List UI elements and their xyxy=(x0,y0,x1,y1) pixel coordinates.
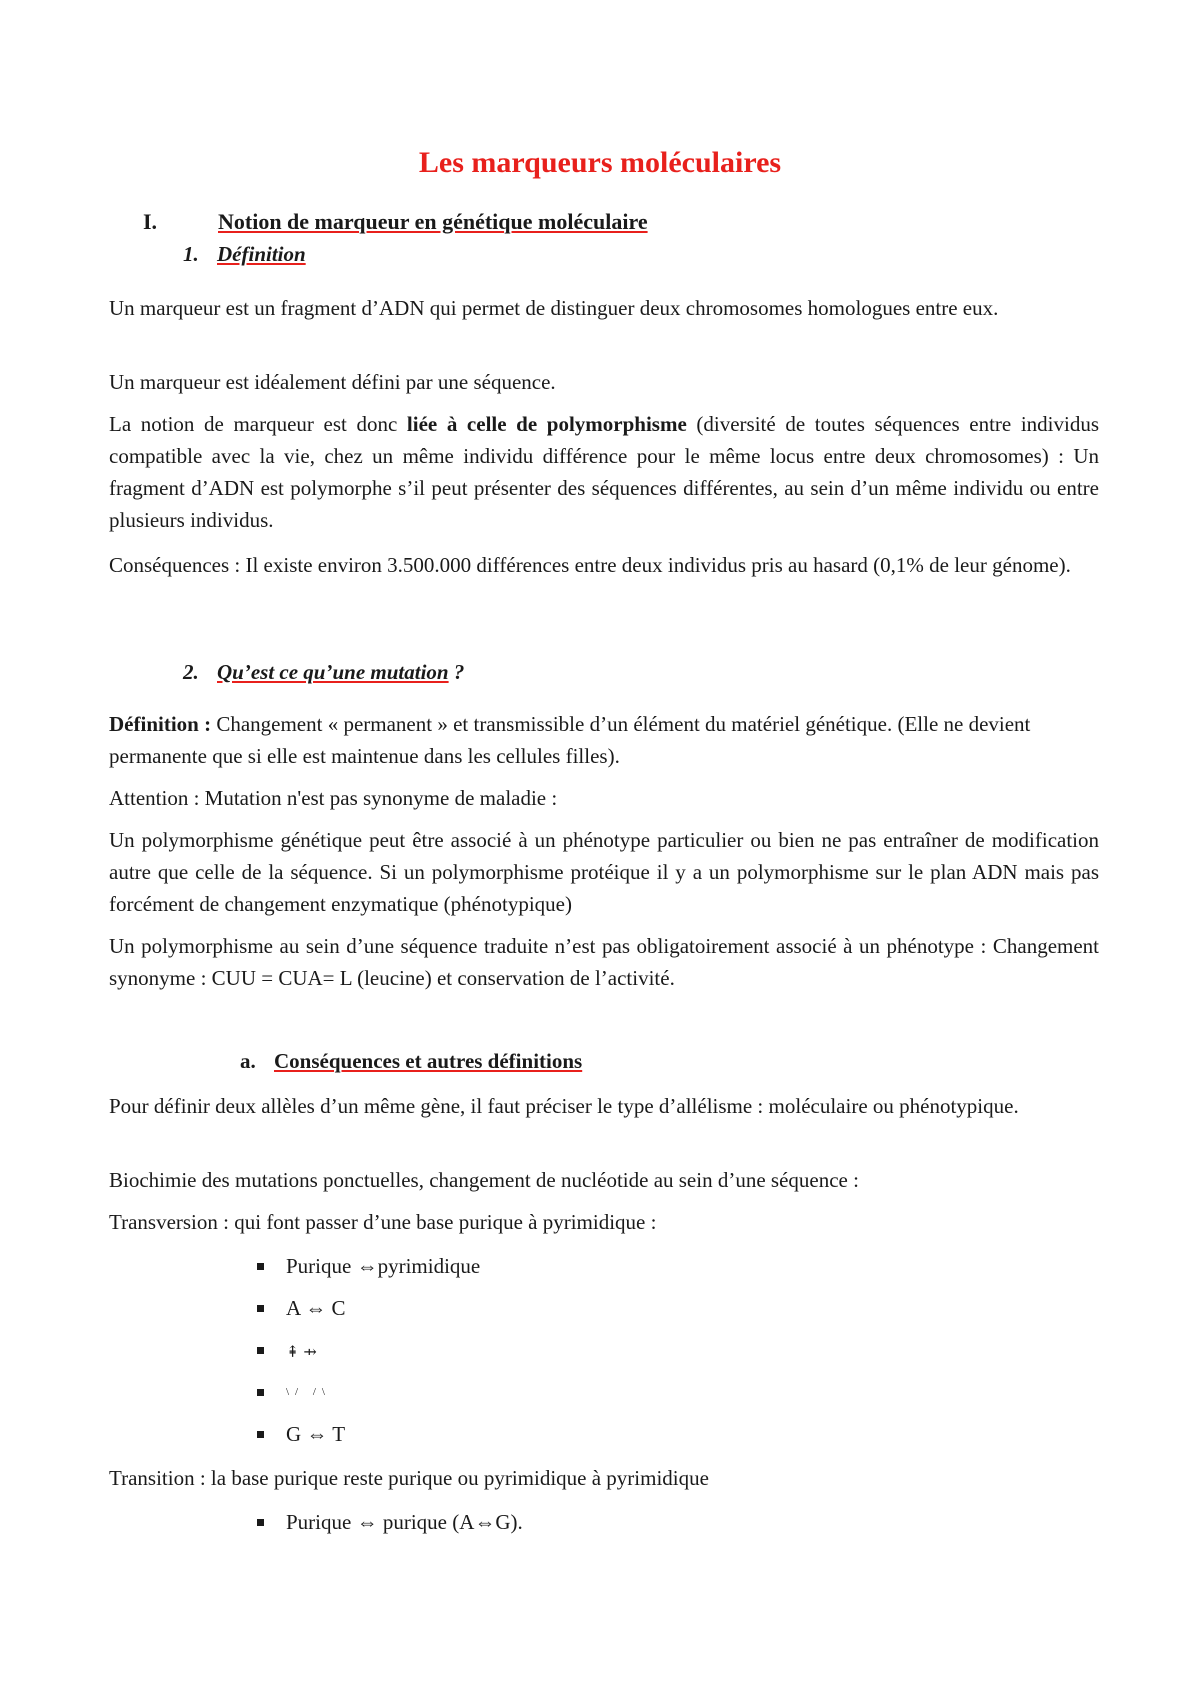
paragraph-attention: Attention : Mutation n'est pas synonyme de maladie : xyxy=(109,786,558,810)
subsection-suffix: ? xyxy=(448,660,465,684)
list-item xyxy=(257,1252,480,1280)
paragraph-marker-definition: Un marqueur est un fragment d’ADN qui permet de distinguer deux chromosomes homologues entre eux. xyxy=(109,296,999,320)
paragraph-genetic-polymorphism: Un polymorphisme génétique peut être associé à un phénotype particulier ou bien ne pas entraîner de modification autre que celle de la séquence. Si un polymorphisme protéique il y a un polymorphisme sur le plan ADN mais pas forcément de changement enzymatique (phénotypique) xyxy=(109,828,1099,916)
list-item xyxy=(257,1336,317,1367)
bold-text-run: Définition : xyxy=(109,712,212,736)
list-item-text: A ⇔ C xyxy=(286,1296,346,1320)
list-item xyxy=(257,1294,346,1322)
text-run: La notion de marqueur est donc xyxy=(109,412,407,436)
paragraph-polymorphism xyxy=(109,408,1099,536)
paragraph-mutation-definition xyxy=(109,708,1099,772)
section-heading-1 xyxy=(143,208,648,236)
list-item xyxy=(257,1508,523,1536)
page-title: Les marqueurs moléculaires xyxy=(418,146,782,179)
subsection-heading-consequences xyxy=(240,1047,582,1075)
paragraph-allelism: Pour définir deux allèles d’un même gène, il faut préciser le type d’allélisme : moléculaire ou phénotypique. xyxy=(109,1094,1019,1118)
subsection-heading-mutation xyxy=(183,658,464,686)
bullet-icon xyxy=(257,1431,264,1438)
bold-text-run: liée à celle de polymorphisme xyxy=(406,412,687,436)
subsection-title: Définition xyxy=(217,242,306,266)
paragraph-transversion: Transversion : qui font passer d’une base purique à pyrimidique : xyxy=(109,1210,657,1234)
bullet-icon xyxy=(257,1389,264,1396)
subsection-heading-definition xyxy=(183,240,306,268)
subsection-number: 2. xyxy=(183,660,199,684)
text-run: Changement « permanent » et transmissible d’un élément du matériel génétique. (Elle ne devient permanente que si elle est maintenue dans les cellules filles). xyxy=(109,712,1031,768)
list-item-text: ⇞ ⇸ xyxy=(286,1344,317,1361)
list-item-text: \/ /\ xyxy=(286,1386,331,1398)
list-item xyxy=(257,1378,331,1410)
list-item xyxy=(257,1420,345,1448)
list-item-text: Purique ⇔pyrimidique xyxy=(286,1254,481,1278)
paragraph-marker-sequence: Un marqueur est idéalement défini par une séquence. xyxy=(109,370,556,394)
section-number: I. xyxy=(143,209,158,234)
list-item-text: Purique ⇔ purique (A⇔G). xyxy=(286,1510,523,1534)
paragraph-biochemistry: Biochimie des mutations ponctuelles, changement de nucléotide au sein d’une séquence : xyxy=(109,1168,859,1192)
bullet-icon xyxy=(257,1305,264,1312)
text-run: (diversité de toutes séquences entre individus compatible avec la vie, chez un même individu différence pour le même locus entre deux chromosomes) : Un fragment d’ADN est polymorphe s’il peut présenter des séquences différentes, au sein d’un même individu ou entre plusieurs individus. xyxy=(109,412,1100,532)
subsection-title: Conséquences et autres définitions xyxy=(274,1049,583,1073)
bullet-icon xyxy=(257,1347,264,1354)
paragraph-transition: Transition : la base purique reste purique ou pyrimidique à pyrimidique xyxy=(109,1466,709,1490)
paragraph-consequences: Conséquences : Il existe environ 3.500.000 différences entre deux individus pris au hasard (0,1% de leur génome). xyxy=(109,553,1071,577)
bullet-icon xyxy=(257,1519,264,1526)
section-title: Notion de marqueur en génétique moléculaire xyxy=(218,209,648,234)
list-item-text: G ⇔ T xyxy=(286,1422,346,1446)
paragraph-synonym-change: Un polymorphisme au sein d’une séquence traduite n’est pas obligatoirement associé à un phénotype : Changement synonyme : CUU = CUA= L (leucine) et conservation de l’activité. xyxy=(109,934,1099,990)
bullet-icon xyxy=(257,1263,264,1270)
subsection-number: a. xyxy=(240,1049,256,1073)
subsection-title: Qu’est ce qu’une mutation xyxy=(217,660,449,684)
subsection-number: 1. xyxy=(183,242,199,266)
